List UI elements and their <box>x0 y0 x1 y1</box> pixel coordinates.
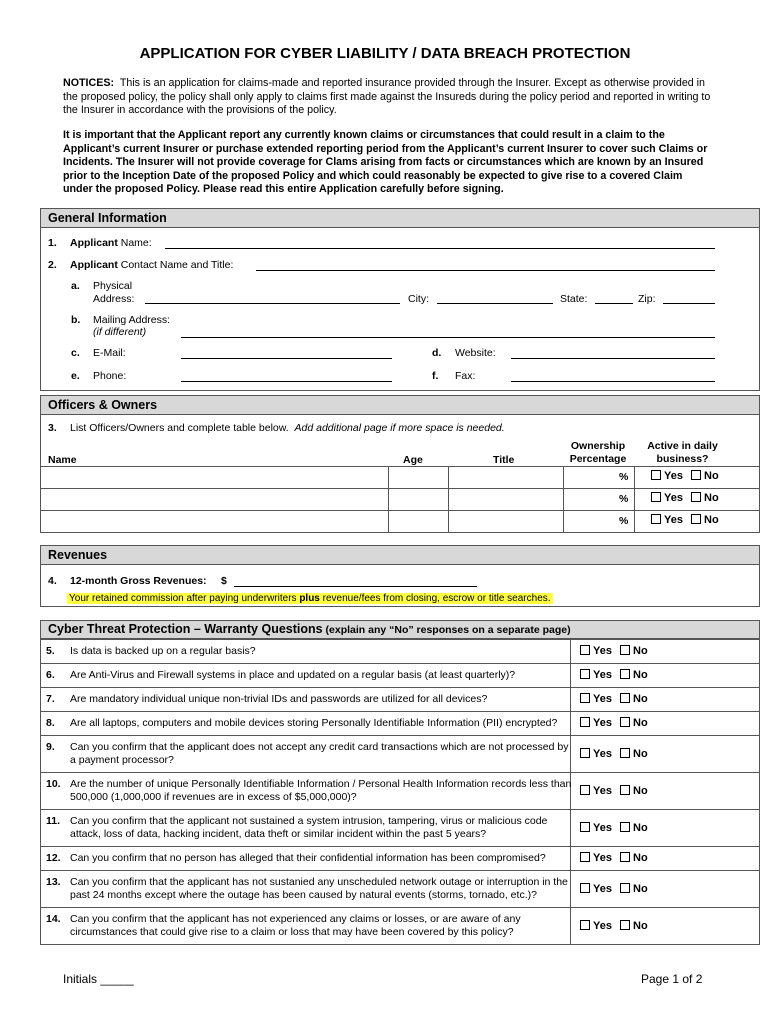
no-checkbox[interactable] <box>620 852 630 862</box>
question-text: Can you confirm that the applicant has not experienced any claims or losses, or are aware of any circumstances that could give rise to a claim or loss that may have been covered by this policy? <box>70 913 521 938</box>
question-text: Can you confirm that the applicant has not sustanied any unscheduled network outage or interruption in the past 24 months except where the outage has been caused by natural events (storms, tornado, etc.)? <box>70 876 568 901</box>
phone-label: Phone: <box>93 370 127 382</box>
col-title-header: Title <box>493 454 515 466</box>
table-row-divider <box>40 488 760 489</box>
answer-yes-option[interactable]: Yes <box>580 717 612 729</box>
no-checkbox[interactable] <box>620 883 630 893</box>
question-number: 8. <box>46 717 55 729</box>
q2-number: 2. <box>48 259 57 271</box>
notices-paragraph <box>63 77 713 118</box>
answer-no-option[interactable]: No <box>620 748 648 760</box>
active-yes-option[interactable]: Yes <box>651 514 683 526</box>
q3-text: List Officers/Owners and complete table below. Add additional page if more space is needed. <box>70 422 505 434</box>
warranty-question-row <box>40 711 760 735</box>
question-number: 7. <box>46 693 55 705</box>
answer-yes-option[interactable]: Yes <box>580 669 612 681</box>
fax-field[interactable] <box>511 381 715 382</box>
question-number: 13. <box>46 876 61 888</box>
warranty-question-row <box>40 870 760 907</box>
general-information-header: General Information <box>40 208 760 228</box>
yes-checkbox[interactable] <box>580 748 590 758</box>
active-yes-option[interactable]: Yes <box>651 470 683 482</box>
no-checkbox[interactable] <box>691 514 701 524</box>
mailing-address-field[interactable] <box>181 337 715 338</box>
important-notice: It is important that the Applicant report any currently known claims or circumstances that could result in a claim to the Applicant’s current Insurer or purchase extended reporting period from the Applicant’s current Insurer to cover such Claims or Incidents. The Insurer will not provide coverage for Clams arising from facts or circumstances which are known by an Insured prior to the Inception Date of the proposed Policy and which could reasonably be expected to give rise to a covered Claim under the proposed Policy. Please read this entire Application carefully before signing. <box>63 129 708 195</box>
no-checkbox[interactable] <box>620 693 630 703</box>
question-number: 6. <box>46 669 55 681</box>
no-checkbox[interactable] <box>691 470 701 480</box>
city-label: City: <box>408 293 429 305</box>
active-no-option[interactable]: No <box>691 492 719 504</box>
warranty-question-row <box>40 907 760 945</box>
yes-checkbox[interactable] <box>580 852 590 862</box>
table-col-divider <box>634 466 635 533</box>
question-number: 10. <box>46 778 61 790</box>
yes-checkbox[interactable] <box>580 785 590 795</box>
website-field[interactable] <box>511 358 715 359</box>
warranty-header: Cyber Threat Protection – Warranty Questions (explain any “No” responses on a separate page) <box>40 620 760 639</box>
q1-label: Applicant Name: <box>70 237 152 249</box>
active-yes-option[interactable]: Yes <box>651 492 683 504</box>
answer-no-option[interactable]: No <box>620 852 648 864</box>
question-text: Can you confirm that no person has alleged that their confidential information has been compromised? <box>70 852 546 864</box>
answer-no-option[interactable]: No <box>620 822 648 834</box>
col-ownership-header: Ownership Percentage <box>569 440 627 465</box>
q3-number: 3. <box>48 422 57 434</box>
no-checkbox[interactable] <box>620 920 630 930</box>
zip-field[interactable] <box>663 303 715 304</box>
if-different-label: (if different) <box>93 326 147 338</box>
state-field[interactable] <box>595 303 633 304</box>
no-checkbox[interactable] <box>620 717 630 727</box>
gross-revenues-field[interactable] <box>234 586 477 587</box>
b-letter: b. <box>71 314 81 326</box>
question-text: Are all laptops, computers and mobile devices storing Personally Identifiable Information (PII) encrypted? <box>70 717 558 729</box>
percent-sign: % <box>619 515 629 527</box>
question-number: 14. <box>46 913 61 925</box>
question-text: Are mandatory individual unique non-trivial IDs and passwords are utilized for all devices? <box>70 693 488 705</box>
question-number: 11. <box>46 815 61 827</box>
no-checkbox[interactable] <box>691 492 701 502</box>
question-number: 9. <box>46 741 55 753</box>
d-letter: d. <box>432 347 442 359</box>
email-label: E-Mail: <box>93 347 126 359</box>
address-label: Address: <box>93 293 135 305</box>
question-text: Can you confirm that the applicant does not accept any credit card transactions which are not processed by a payment processor? <box>70 741 569 766</box>
initials-field[interactable]: Initials _____ <box>63 972 134 986</box>
email-field[interactable] <box>181 358 392 359</box>
warranty-question-row <box>40 772 760 809</box>
col-age-header: Age <box>403 454 423 466</box>
answer-yes-option[interactable]: Yes <box>580 920 612 932</box>
zip-label: Zip: <box>638 293 656 305</box>
answer-yes-option[interactable]: Yes <box>580 785 612 797</box>
yes-checkbox[interactable] <box>580 717 590 727</box>
warranty-question-row <box>40 735 760 772</box>
answer-yes-option[interactable]: Yes <box>580 693 612 705</box>
col-active-header: Active in daily business? <box>647 440 718 465</box>
f-letter: f. <box>432 370 439 382</box>
c-letter: c. <box>71 347 80 359</box>
active-no-option[interactable]: No <box>691 514 719 526</box>
answer-no-option[interactable]: No <box>620 669 648 681</box>
question-text: Are Anti-Virus and Firewall systems in place and updated on a regular basis (at least quarterly)? <box>70 669 516 681</box>
question-number: 12. <box>46 852 61 864</box>
website-label: Website: <box>455 347 496 359</box>
question-number: 5. <box>46 645 55 657</box>
revenues-header: Revenues <box>40 545 760 565</box>
yes-checkbox[interactable] <box>651 470 661 480</box>
applicant-name-field[interactable] <box>165 248 715 249</box>
col-name-header: Name <box>48 454 77 466</box>
fax-label: Fax: <box>455 370 476 382</box>
answer-yes-option[interactable]: Yes <box>580 748 612 760</box>
yes-checkbox[interactable] <box>580 669 590 679</box>
contact-name-title-field[interactable] <box>256 270 715 271</box>
warranty-question-row <box>40 687 760 711</box>
answer-yes-option[interactable]: Yes <box>580 852 612 864</box>
yes-checkbox[interactable] <box>580 920 590 930</box>
answer-yes-option[interactable]: Yes <box>580 883 612 895</box>
state-label: State: <box>560 293 588 305</box>
dollar-sign: $ <box>221 575 227 587</box>
answer-no-option[interactable]: No <box>620 920 648 932</box>
table-row-divider <box>40 510 760 511</box>
yes-checkbox[interactable] <box>651 514 661 524</box>
answer-no-option[interactable]: No <box>620 693 648 705</box>
table-col-divider <box>448 466 449 533</box>
q1-number: 1. <box>48 237 57 249</box>
yes-checkbox[interactable] <box>580 645 590 655</box>
no-checkbox[interactable] <box>620 748 630 758</box>
no-checkbox[interactable] <box>620 822 630 832</box>
percent-sign: % <box>619 493 629 505</box>
warranty-question-row <box>40 663 760 687</box>
warranty-question-row <box>40 846 760 870</box>
physical-label: Physical <box>93 280 133 292</box>
no-checkbox[interactable] <box>620 785 630 795</box>
percent-sign: % <box>619 471 629 483</box>
page-number: Page 1 of 2 <box>641 972 703 986</box>
answer-no-option[interactable]: No <box>620 717 648 729</box>
gross-revenues-label: 12-month Gross Revenues: <box>70 575 207 587</box>
yes-checkbox[interactable] <box>580 883 590 893</box>
answer-no-option[interactable]: No <box>620 785 648 797</box>
officers-owners-header: Officers & Owners <box>40 395 760 415</box>
q2-label: Applicant Contact Name and Title: <box>70 259 234 271</box>
question-text: Can you confirm that the applicant not sustained a system intrusion, tampering, virus or malicious code attack, loss of data, hacking incident, data theft or similar incident within the past 5 years? <box>70 815 548 840</box>
question-text: Is data is backed up on a regular basis? <box>70 645 256 657</box>
notices-text: This is an application for claims-made and reported insurance provided through the Insurer. Except as otherwise provided in the proposed policy, the policy shall only apply to claims first made against the Insureds during the policy period and reported in writing to the Insurer in accordance with the provisions of the policy. <box>63 77 711 116</box>
active-no-option[interactable]: No <box>691 470 719 482</box>
no-checkbox[interactable] <box>620 669 630 679</box>
e-letter: e. <box>71 370 80 382</box>
phone-field[interactable] <box>181 381 392 382</box>
q4-number: 4. <box>48 575 57 587</box>
warranty-question-row <box>40 639 760 663</box>
a-letter: a. <box>71 280 80 292</box>
page-title: APPLICATION FOR CYBER LIABILITY / DATA BREACH PROTECTION <box>139 45 631 62</box>
answer-yes-option[interactable]: Yes <box>580 645 612 657</box>
city-field[interactable] <box>437 303 553 304</box>
yes-checkbox[interactable] <box>651 492 661 502</box>
mailing-address-label: Mailing Address: <box>93 314 171 326</box>
question-text: Are the number of unique Personally Identifiable Information / Personal Health Information records less than 500,000 (1,000,000 if revenues are in excess of $5,000,000)? <box>70 778 572 803</box>
yes-checkbox[interactable] <box>580 693 590 703</box>
table-row-divider <box>40 466 760 467</box>
physical-address-field[interactable] <box>145 303 400 304</box>
yes-checkbox[interactable] <box>580 822 590 832</box>
answer-yes-option[interactable]: Yes <box>580 822 612 834</box>
revenue-note-highlight: Your retained commission after paying underwriters plus revenue/fees from closing, escrow or title searches. <box>69 593 551 604</box>
table-col-divider <box>388 466 389 533</box>
answer-no-option[interactable]: No <box>620 645 648 657</box>
table-col-divider <box>563 466 564 533</box>
answer-no-option[interactable]: No <box>620 883 648 895</box>
notices-label: NOTICES: <box>63 77 115 89</box>
warranty-question-row <box>40 809 760 846</box>
no-checkbox[interactable] <box>620 645 630 655</box>
